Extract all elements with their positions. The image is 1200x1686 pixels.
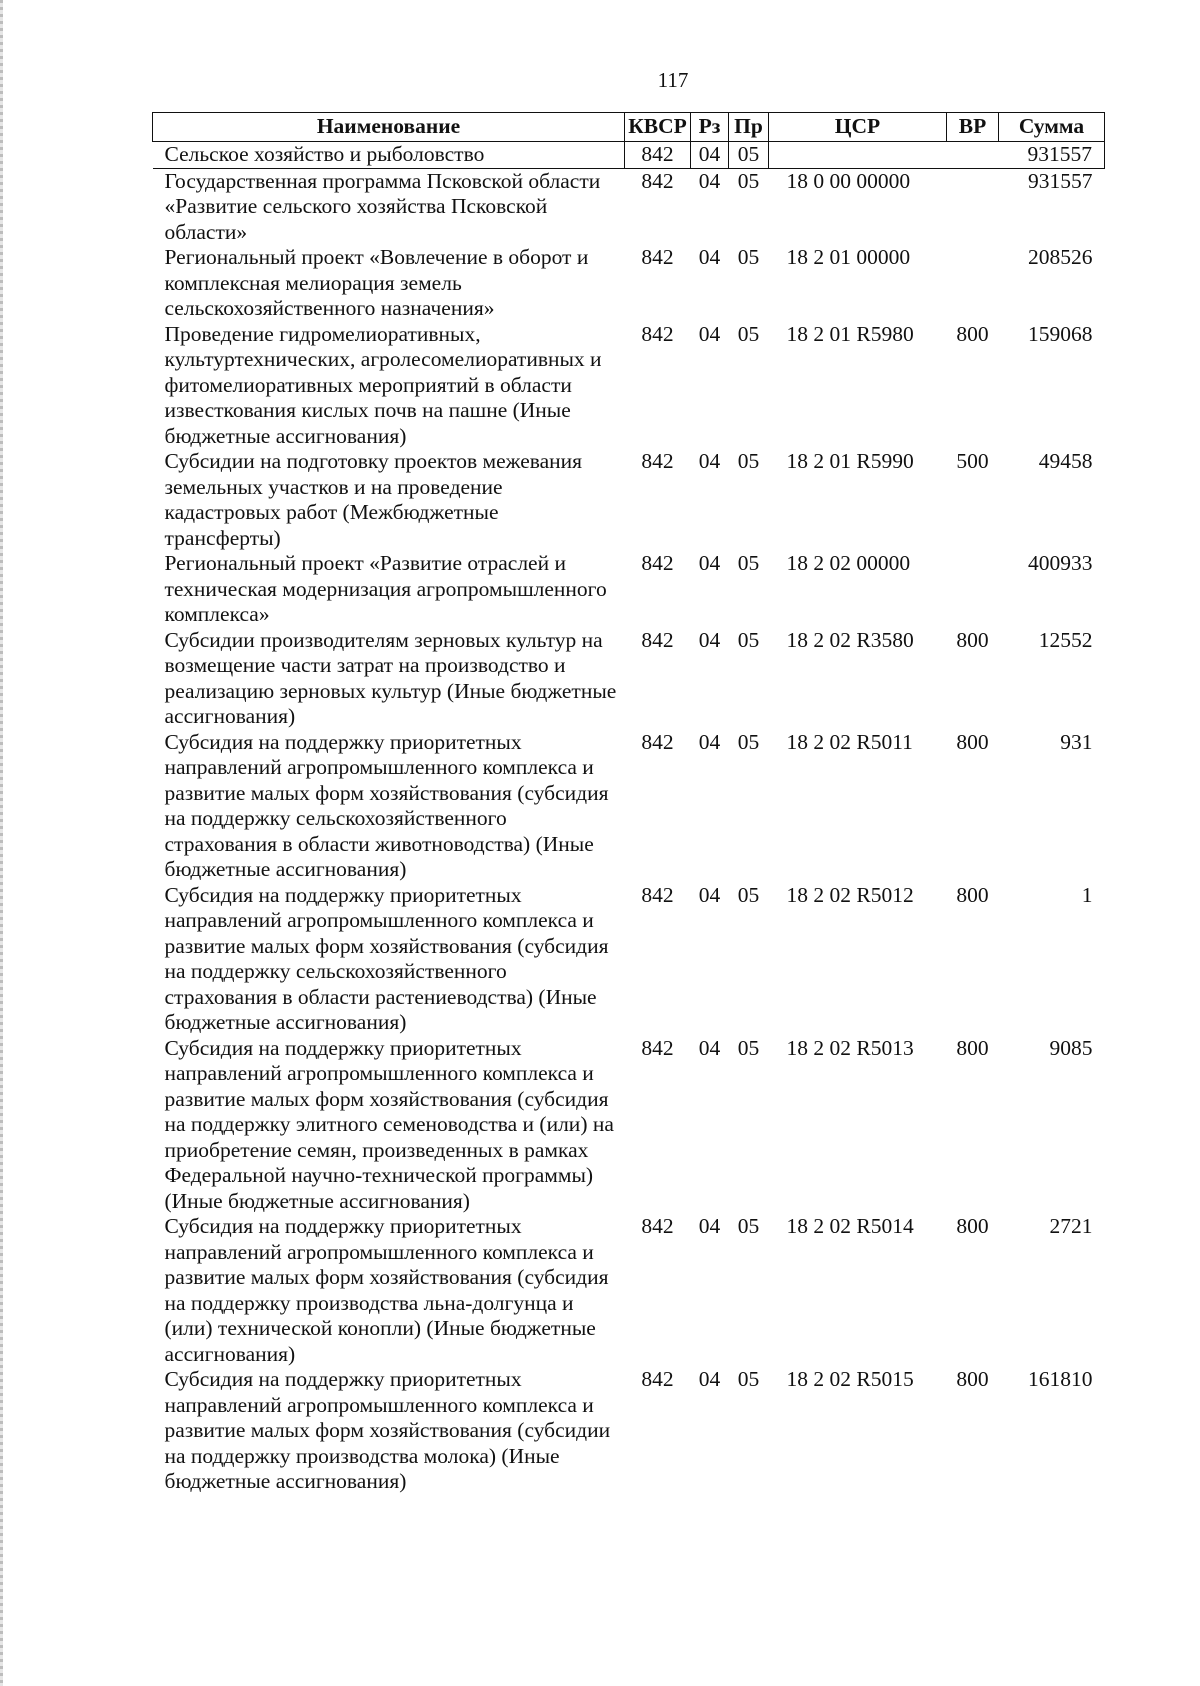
row-rz: 04	[698, 245, 721, 269]
row-pr: 05	[737, 1214, 760, 1238]
row-rz: 04	[698, 627, 721, 652]
row-pr: 05	[729, 142, 769, 169]
row-csr: 18 2 02 00000	[786, 551, 911, 575]
row-rz: 04	[698, 168, 721, 193]
table-row	[153, 730, 1105, 883]
table-row	[153, 322, 1105, 450]
row-name: Государственная программа Псковской области «Развитие сельского хозяйства Псковской области»	[164, 168, 601, 244]
row-pr: 05	[737, 1035, 760, 1060]
row-sum: 159068	[1028, 321, 1093, 346]
table-row	[153, 1214, 1105, 1367]
row-kvsr: 842	[641, 1367, 674, 1391]
row-name: Региональный проект «Вовлечение в оборот и комплексная мелиорация земель сельскохозяйственного назначения»	[164, 245, 589, 320]
row-csr	[769, 142, 947, 169]
table-header	[153, 113, 1105, 142]
row-sum: 2721	[1049, 1214, 1093, 1238]
row-csr: 18 2 01 R5980	[786, 321, 914, 346]
row-vr: 800	[956, 882, 989, 907]
header-sum: Сумма	[999, 113, 1105, 142]
row-kvsr: 842	[641, 245, 674, 269]
row-name: Субсидии производителям зерновых культур на возмещение части затрат на производство и реализацию зерновых культур (Иные бюджетные ассигнования)	[164, 627, 617, 728]
row-vr: 800	[956, 627, 989, 652]
table-row	[153, 168, 1105, 245]
row-vr	[947, 551, 999, 628]
row-rz: 04	[698, 551, 721, 575]
row-vr: 800	[956, 1035, 989, 1060]
row-sum: 208526	[1028, 245, 1093, 269]
row-sum: 161810	[1028, 1367, 1093, 1391]
row-vr: 800	[956, 1367, 989, 1391]
row-sum: 931557	[1028, 168, 1093, 193]
row-rz: 04	[698, 882, 721, 907]
row-name: Сельское хозяйство и рыболовство	[153, 142, 625, 169]
row-name: Субсидия на поддержку приоритетных направлений агропромышленного комплекса и развитие малых форм хозяйствования (субсидии на поддержку производства молока) (Иные бюджетные ассигнования)	[164, 1367, 611, 1493]
row-vr	[947, 245, 999, 322]
table-row	[153, 551, 1105, 628]
header-pr: Пр	[729, 113, 769, 142]
budget-table	[152, 112, 1105, 1495]
row-name: Региональный проект «Развитие отраслей и техническая модернизация агропромышленного комплекса»	[164, 551, 607, 626]
table-row	[153, 142, 1105, 169]
row-csr: 18 2 02 R3580	[786, 627, 914, 652]
row-rz: 04	[691, 142, 729, 169]
page-number: 117	[657, 68, 689, 92]
row-sum: 12552	[1038, 627, 1093, 652]
row-sum: 49458	[1038, 449, 1093, 473]
header-kvsr: КВСР	[625, 113, 691, 142]
table-row	[153, 628, 1105, 730]
row-rz: 04	[698, 1367, 721, 1391]
row-vr: 800	[956, 729, 989, 754]
row-kvsr: 842	[641, 627, 674, 652]
row-name: Субсидии на подготовку проектов межевания земельных участков и на проведение кадастровых работ (Межбюджетные трансферты)	[164, 449, 583, 550]
scan-edge	[0, 0, 3, 1686]
row-kvsr: 842	[641, 168, 674, 193]
table-row	[153, 883, 1105, 1036]
row-pr: 05	[737, 1367, 760, 1391]
row-csr: 18 2 02 R5014	[786, 1214, 914, 1238]
row-sum: 400933	[1028, 551, 1093, 575]
table-body	[153, 142, 1105, 1495]
row-vr	[947, 168, 999, 245]
row-vr: 500	[956, 449, 989, 473]
row-kvsr: 842	[641, 321, 674, 346]
row-csr: 18 2 02 R5012	[786, 882, 914, 907]
row-kvsr: 842	[641, 449, 674, 473]
row-sum: 931	[1060, 729, 1093, 754]
row-pr: 05	[737, 551, 760, 575]
row-kvsr: 842	[641, 882, 674, 907]
row-rz: 04	[698, 1035, 721, 1060]
row-pr: 05	[737, 882, 760, 907]
row-csr: 18 2 01 00000	[786, 245, 911, 269]
row-kvsr: 842	[625, 142, 691, 169]
row-rz: 04	[698, 321, 721, 346]
row-sum: 1	[1081, 882, 1093, 907]
row-name: Субсидия на поддержку приоритетных направлений агропромышленного комплекса и развитие малых форм хозяйствования (субсидия на поддержку производства льна-долгунца и (или) технической конопли) (Иные бюджетные ассигнования)	[164, 1214, 609, 1366]
row-csr: 18 2 02 R5011	[786, 729, 913, 754]
row-kvsr: 842	[641, 729, 674, 754]
row-rz: 04	[698, 729, 721, 754]
header-csr: ЦСР	[769, 113, 947, 142]
row-name: Проведение гидромелиоративных, культуртехнических, агролесомелиоративных и фитомелиоративных мероприятий в области известкования кислых почв на пашне (Иные бюджетные ассигнования)	[164, 321, 602, 448]
row-rz: 04	[698, 1214, 721, 1238]
row-vr	[947, 142, 999, 169]
header-row	[153, 113, 1105, 142]
row-pr: 05	[737, 245, 760, 269]
row-csr: 18 2 01 R5990	[786, 449, 914, 473]
row-pr: 05	[737, 627, 760, 652]
row-name: Субсидия на поддержку приоритетных направлений агропромышленного комплекса и развитие малых форм хозяйствования (субсидия на поддержку сельскохозяйственного страхования в области растениеводства) (Иные бюджетные ассигнования)	[164, 882, 609, 1034]
row-kvsr: 842	[641, 1035, 674, 1060]
row-sum: 931557	[999, 142, 1105, 169]
row-csr: 18 2 02 R5013	[786, 1035, 914, 1060]
table-row	[153, 1036, 1105, 1215]
row-name: Субсидия на поддержку приоритетных направлений агропромышленного комплекса и развитие малых форм хозяйствования (субсидия на поддержку элитного семеноводства и (или) на приобретение семян, произведенных в рамках Федеральной научно-технической программы) (Иные бюджетные ассигнования)	[164, 1035, 614, 1213]
row-vr: 800	[956, 1214, 989, 1238]
header-vr: ВР	[947, 113, 999, 142]
header-rz: Рз	[691, 113, 729, 142]
table-row	[153, 449, 1105, 551]
row-sum: 9085	[1049, 1035, 1093, 1060]
row-kvsr: 842	[641, 1214, 674, 1238]
row-kvsr: 842	[641, 551, 674, 575]
row-pr: 05	[737, 729, 760, 754]
row-name: Субсидия на поддержку приоритетных направлений агропромышленного комплекса и развитие малых форм хозяйствования (субсидия на поддержку сельскохозяйственного страхования в области животноводства) (Иные бюджетные ассигнования)	[164, 729, 609, 881]
row-rz: 04	[698, 449, 721, 473]
row-csr: 18 0 00 00000	[786, 168, 911, 193]
row-pr: 05	[737, 321, 760, 346]
row-pr: 05	[737, 168, 760, 193]
row-pr: 05	[737, 449, 760, 473]
table-row	[153, 1367, 1105, 1495]
row-csr: 18 2 02 R5015	[786, 1367, 914, 1391]
table-row	[153, 245, 1105, 322]
header-name: Наименование	[153, 113, 625, 142]
row-vr: 800	[956, 321, 989, 346]
